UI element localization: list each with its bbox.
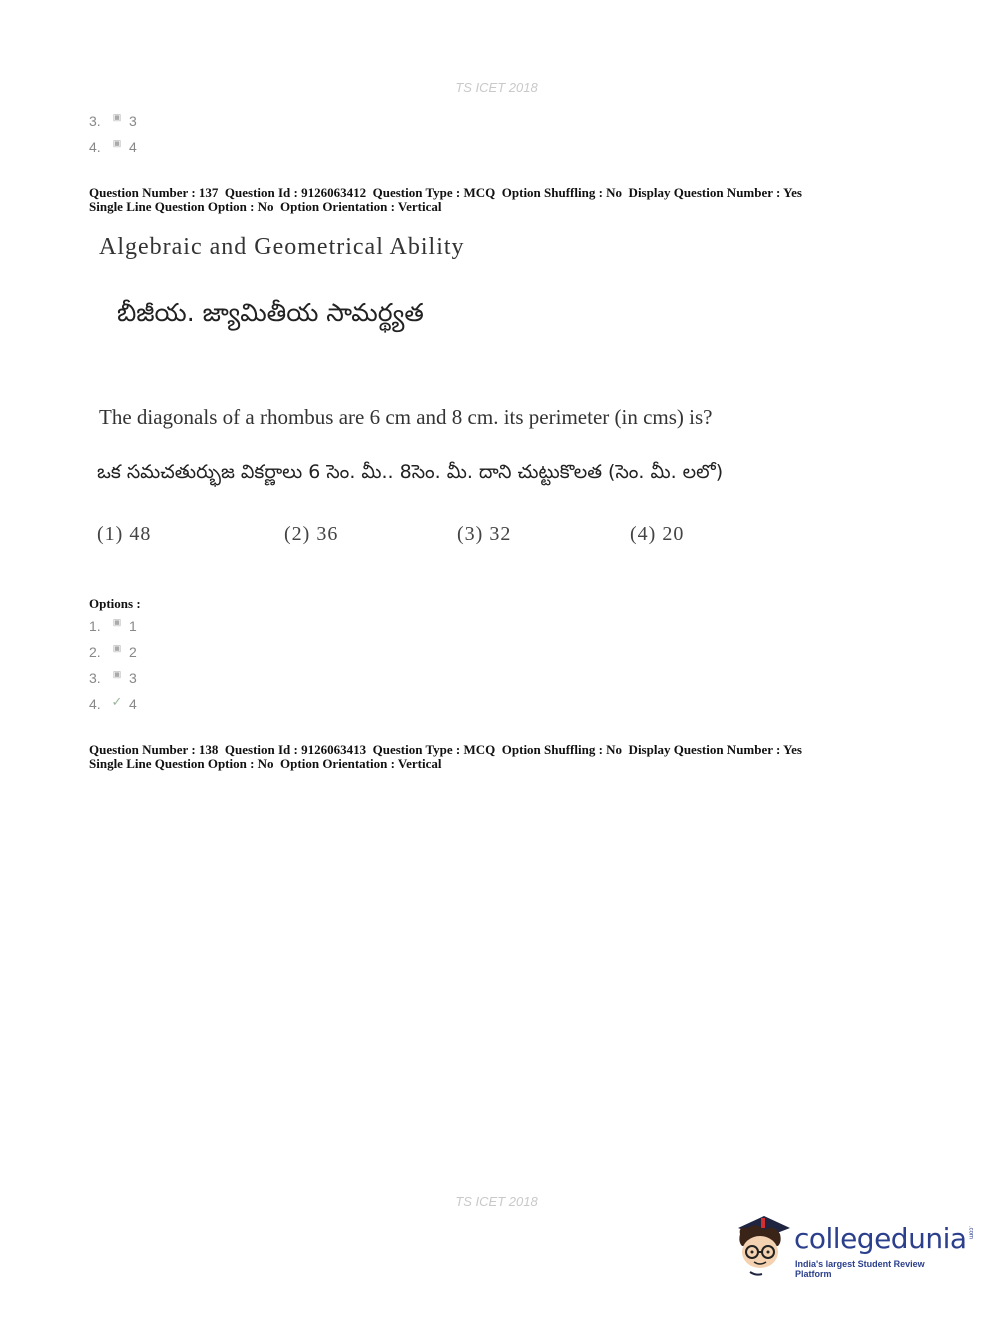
option-1 xyxy=(89,616,137,636)
option-number: 4. xyxy=(89,139,101,155)
option-4 xyxy=(89,694,137,714)
image-placeholder-icon: ▣ xyxy=(112,616,122,627)
watermark-bottom: TS ICET 2018 xyxy=(455,1194,538,1209)
image-placeholder-icon: ▣ xyxy=(112,668,122,679)
option-number: 2. xyxy=(89,644,101,660)
question-138-meta xyxy=(89,743,802,771)
section-heading-te: బీజీయ. జ్యామితీయ సామర్థ్యత xyxy=(117,298,424,327)
prev-option-3 xyxy=(89,111,137,131)
option-label: 4 xyxy=(129,696,137,712)
logo-suffix: .com xyxy=(967,1226,974,1240)
option-3 xyxy=(89,668,137,688)
logo-wordmark: collegedunia xyxy=(794,1222,967,1255)
question-text-te: ఒక సమచతుర్భుజ వికర్ణాలు 6 సెం. మీ.. 8సెం. మీ. దాని చుట్టుకొలత (సెం. మీ. లలో) xyxy=(97,461,724,483)
watermark-top: TS ICET 2018 xyxy=(455,80,538,95)
image-placeholder-icon: ▣ xyxy=(112,642,122,653)
check-mark-icon: ✓ xyxy=(111,694,123,709)
logo-tagline: India's largest Student Review Platform xyxy=(795,1259,925,1279)
meta-line-1: Question Number : 138 Question Id : 9126063413 Question Type : MCQ Option Shuffling : No Display Question Number : Yes xyxy=(89,742,802,757)
option-number: 3. xyxy=(89,113,101,129)
image-placeholder-icon: ▣ xyxy=(112,137,122,148)
image-placeholder-icon: ▣ xyxy=(112,111,122,122)
choice-2: (2) 36 xyxy=(284,523,339,545)
option-number: 3. xyxy=(89,670,101,686)
option-label: 3 xyxy=(129,113,137,129)
collegedunia-logo[interactable] xyxy=(734,1212,974,1280)
option-label: 1 xyxy=(129,618,137,634)
prev-option-4 xyxy=(89,137,137,157)
option-label: 3 xyxy=(129,670,137,686)
option-number: 1. xyxy=(89,618,101,634)
meta-line-2: Single Line Question Option : No Option Orientation : Vertical xyxy=(89,199,442,214)
choice-3: (3) 32 xyxy=(457,523,512,545)
question-137-meta xyxy=(89,186,802,214)
option-label: 2 xyxy=(129,644,137,660)
question-text-en: The diagonals of a rhombus are 6 cm and 8 cm. its perimeter (in cms) is? xyxy=(99,405,713,429)
meta-line-1: Question Number : 137 Question Id : 9126063412 Question Type : MCQ Option Shuffling : No Display Question Number : Yes xyxy=(89,185,802,200)
choice-1: (1) 48 xyxy=(97,523,152,545)
meta-line-2: Single Line Question Option : No Option Orientation : Vertical xyxy=(89,756,442,771)
options-label: Options : xyxy=(89,596,141,611)
choice-4: (4) 20 xyxy=(630,523,685,545)
section-heading-en: Algebraic and Geometrical Ability xyxy=(99,234,465,260)
student-mascot-icon xyxy=(734,1212,792,1278)
option-2 xyxy=(89,642,137,662)
option-number: 4. xyxy=(89,696,101,712)
options-list xyxy=(89,616,137,714)
option-label: 4 xyxy=(129,139,137,155)
prev-options-list xyxy=(89,111,137,157)
